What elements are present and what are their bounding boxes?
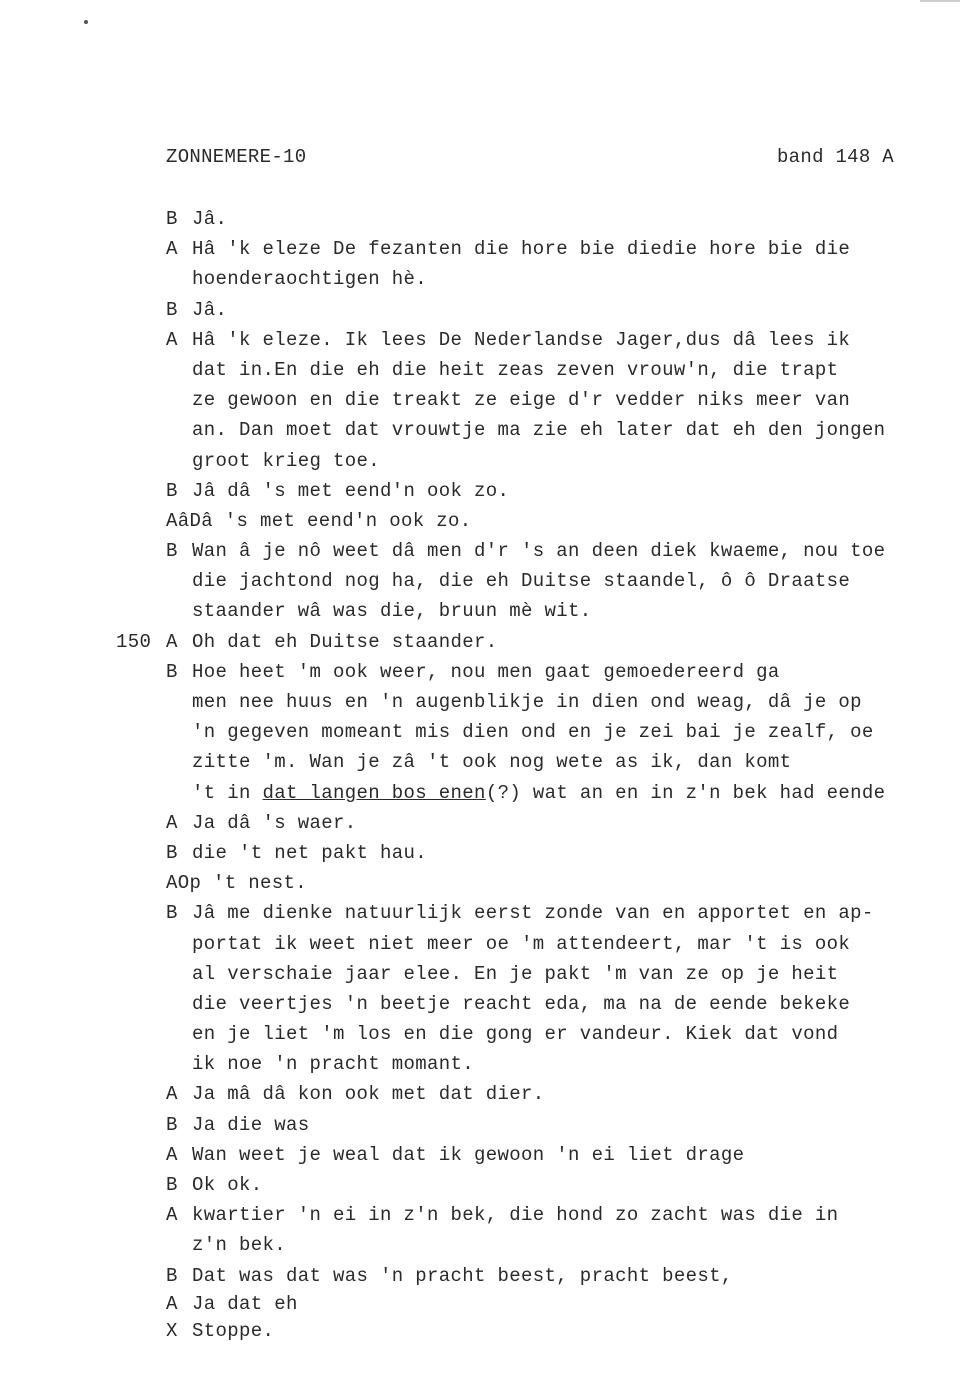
utterance-segment: ze gewoon en die treakt ze eige d'r vedder niks meer van [192,389,851,412]
transcript-line [0,506,960,536]
utterance-segment: Wan â je nô weet dâ men d'r 's an deen diek kwaeme, nou toe [192,540,886,563]
speaker-label: A [166,1143,178,1166]
transcript-line [0,566,960,596]
utterance-text [192,1200,838,1230]
utterance-segment: staander wâ was die, bruun mè wit. [192,600,592,623]
line-number: 150 [116,630,152,653]
speaker-label: A [166,1204,178,1227]
transcript-line [0,355,960,385]
transcript-line [0,898,960,928]
speaker-label: A [166,630,178,653]
transcript-line [0,1261,960,1291]
utterance-text [192,476,509,506]
speaker-label: A [166,811,178,834]
utterance-text [192,989,850,1019]
transcript-line [0,234,960,264]
transcript-line [0,717,960,747]
utterance-text [192,355,838,385]
utterance-text [192,717,874,747]
utterance-segment: Oh dat eh Duitse staander. [192,630,498,653]
utterance-text [192,657,780,687]
transcript-line [0,1079,960,1109]
utterance-segment: ik noe 'n pracht momant. [192,1053,475,1076]
utterance-text [192,898,874,928]
utterance-segment: portat ik weet niet meer oe 'm attendeert, mar 't is ook [192,932,851,955]
utterance-text [192,1170,263,1200]
utterance-text [166,868,307,898]
utterance-text [166,506,472,536]
utterance-text [192,596,592,626]
transcript-line [0,536,960,566]
utterance-segment: AOp 't nest. [166,872,308,895]
transcript-line [0,627,960,657]
transcript-line [0,989,960,1019]
utterance-text [192,415,885,445]
speaker-label: B [166,1264,178,1287]
utterance-text [192,1049,474,1079]
speaker-label: A [166,1292,178,1315]
utterance-text [192,1019,838,1049]
utterance-segment: die jachtond nog ha, die eh Duitse staandel, ô ô Draatse [192,570,851,593]
transcript-line [0,657,960,687]
transcript-line [0,264,960,294]
speaker-label: B [166,208,178,230]
utterance-segment: Dat was dat was 'n pracht beest, pracht beest, [192,1264,733,1287]
utterance-segment: Hoe heet 'm ook weer, nou men gaat gemoedereerd ga [192,660,780,683]
utterance-text [192,325,850,355]
utterance-text [192,808,357,838]
utterance-text [192,838,427,868]
utterance-text [192,204,227,234]
utterance-text [192,234,850,264]
utterance-text [192,536,885,566]
transcript-line [0,1200,960,1230]
utterance-text [192,295,227,325]
utterance-text [192,385,850,415]
speaker-label: B [166,902,178,925]
transcript-line [0,1291,960,1318]
speaker-label: A [166,1083,178,1106]
transcript-line [0,385,960,415]
utterance-segment: Hâ 'k eleze. Ik lees De Nederlandse Jager,dus dâ lees ik [192,328,851,351]
transcript-line [0,295,960,325]
transcript-line [0,687,960,717]
utterance-segment: en je liet 'm los en die gong er vandeur. Kiek dat vond [192,1023,839,1046]
transcript-line [0,959,960,989]
speaker-label: B [166,298,178,321]
utterance-segment: Ja die was [192,1113,310,1136]
utterance-segment: kwartier 'n ei in z'n bek, die hond zo zacht was die in [192,1204,839,1227]
utterance-segment: Jâ me dienke natuurlijk eerst zonde van en apportet en ap- [192,902,874,925]
utterance-text [192,959,838,989]
utterance-segment: Jâ. [192,208,228,230]
transcript-line [0,747,960,777]
utterance-segment: Hâ 'k eleze De fezanten die hore bie diedie hore bie die [192,238,851,261]
utterance-segment: 'n gegeven momeant mis dien ond en je zei bai je zealf, oe [192,721,874,744]
transcript-line [0,476,960,506]
page-edge-mark [920,0,960,2]
transcript-line [0,929,960,959]
utterance-segment: z'n bek. [192,1234,287,1257]
speaker-label: B [166,841,178,864]
utterance-segment: al verschaie jaar elee. En je pakt 'm van ze op je heit [192,962,839,985]
utterance-text [192,1261,733,1291]
transcript-line [0,1230,960,1260]
utterance-segment-after: (?) wat an en in z'n bek had eende [485,781,886,804]
utterance-text [192,687,862,717]
utterance-text [192,566,850,596]
transcript-line [0,838,960,868]
utterance-segment: hoenderaochtigen hè. [192,268,428,291]
utterance-segment: 't in [192,781,263,804]
transcript-line [0,1110,960,1140]
utterance-text [192,264,427,294]
speaker-label: B [166,1174,178,1196]
utterance-segment: Ja mâ dâ kon ook met dat dier. [192,1083,545,1106]
transcript-line [0,446,960,476]
utterance-segment: an. Dan moet dat vrouwtje ma zie eh later dat eh den jongen [192,419,886,442]
speaker-label: B [166,479,178,502]
utterance-segment: zitte 'm. Wan je zâ 't ook nog wete as ik, dan komt [192,751,792,774]
transcript-line [0,325,960,355]
utterance-segment: Ja dat eh [192,1292,298,1315]
transcript-line [0,1019,960,1049]
utterance-segment: Stoppe. [192,1319,275,1342]
utterance-text [192,1140,744,1170]
transcript-line [0,204,960,234]
utterance-text [192,1079,545,1109]
speaker-label: B [166,1113,178,1136]
transcript-line [0,1318,960,1345]
transcript-line [0,415,960,445]
utterance-text [192,1230,286,1260]
utterance-segment: AâDâ 's met eend'n ook zo. [166,509,472,532]
transcript-line [0,596,960,626]
transcript-line [0,1170,960,1200]
utterance-text [192,1318,274,1345]
utterance-text [192,747,791,777]
utterance-segment: dat in.En die eh die heit zeas zeven vrouw'n, die trapt [192,358,839,381]
utterance-text [192,446,380,476]
utterance-segment: Jâ dâ 's met eend'n ook zo. [192,479,510,502]
utterance-text [192,929,850,959]
utterance-segment: Jâ. [192,298,228,321]
transcript-line [0,808,960,838]
speaker-label: B [166,540,178,563]
page-header [166,146,896,174]
utterance-segment: groot krieg toe. [192,449,381,472]
speaker-label: A [166,238,178,261]
underlined-phrase: dat langen bos enen [262,781,486,804]
speaker-label: X [166,1319,178,1342]
utterance-segment: die 't net pakt hau. [192,841,428,864]
transcript-body [0,204,960,1345]
transcript-line [0,1049,960,1079]
utterance-text [192,1110,310,1140]
speaker-label: A [166,328,178,351]
utterance-segment: die veertjes 'n beetje reacht eda, ma na de eende bekeke [192,992,851,1015]
transcript-line [0,868,960,898]
transcript-line [0,778,960,808]
utterance-text [192,778,885,808]
utterance-segment: Wan weet je weal dat ik gewoon 'n ei liet drage [192,1143,745,1166]
speaker-label: B [166,660,178,683]
utterance-text [192,1291,298,1318]
utterance-segment: Ok ok. [192,1174,263,1196]
transcript-line [0,1140,960,1170]
document-title: ZONNEMERE-10 [166,146,307,168]
utterance-segment: men nee huus en 'n augenblikje in dien ond weag, dâ je op [192,691,862,713]
speck-mark [84,20,88,24]
utterance-segment: Ja dâ 's waer. [192,811,357,834]
tape-reference: band 148 A [776,146,894,168]
utterance-text [192,627,498,657]
